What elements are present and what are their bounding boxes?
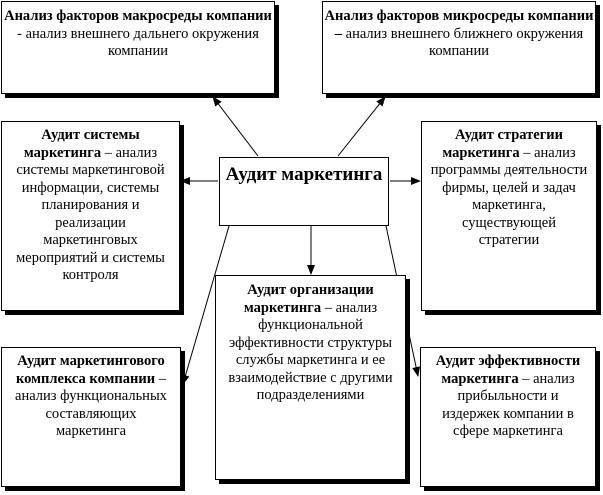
box-separator: –	[324, 299, 332, 316]
arrow-to-macro	[213, 97, 258, 156]
box-separator: –	[158, 370, 166, 387]
box-separator: -	[17, 25, 22, 42]
box-separator: –	[523, 144, 531, 161]
marketing-efficiency-audit-box	[420, 347, 596, 487]
box-description: анализ программы деятельности фирмы, целей и задач маркетинга, существующей стратегии	[430, 144, 588, 248]
arrow-to-micro	[338, 97, 385, 156]
marketing-audit-center-box	[219, 157, 389, 226]
micro-environment-box	[322, 1, 596, 94]
box-title: Аудит стратегии маркетинга	[442, 127, 564, 161]
box-separator: –	[522, 370, 530, 387]
box-title: Аудит системы маркетинга	[23, 127, 140, 161]
macro-environment-box	[1, 1, 275, 94]
marketing-organization-audit-box	[215, 275, 406, 480]
box-description: анализ функциональной эффективности структуры службы маркетинга и ее взаимодействие с другими подразделениями	[228, 299, 393, 403]
box-description: анализ внешнего дальнего окружения компании	[25, 25, 259, 59]
box-description: анализ прибыльности и издержек компании в сфере маркетинга	[442, 370, 575, 439]
box-title: Анализ факторов микросреды компании	[324, 8, 594, 24]
box-separator: –	[334, 25, 343, 42]
box-title: Аудит эффективности маркетинга	[435, 353, 581, 387]
box-title: Анализ факторов макросреды компании	[4, 8, 272, 24]
box-description: анализ системы маркетинговой информации, системы планирования и реализации маркетинговых мероприятий и системы контроля	[16, 144, 165, 283]
box-description: анализ функциональных составляющих маркетинга	[15, 388, 167, 439]
box-separator: –	[104, 144, 112, 161]
box-title: Аудит маркетингового комплекса компании	[16, 353, 165, 387]
marketing-strategy-audit-box	[421, 121, 597, 311]
marketing-system-audit-box	[1, 121, 180, 311]
box-description: анализ внешнего ближнего окружения компании	[345, 25, 584, 59]
center-title: Аудит маркетинга	[225, 164, 383, 185]
marketing-complex-audit-box	[1, 347, 181, 487]
box-title: Аудит организации маркетинга	[243, 282, 374, 316]
